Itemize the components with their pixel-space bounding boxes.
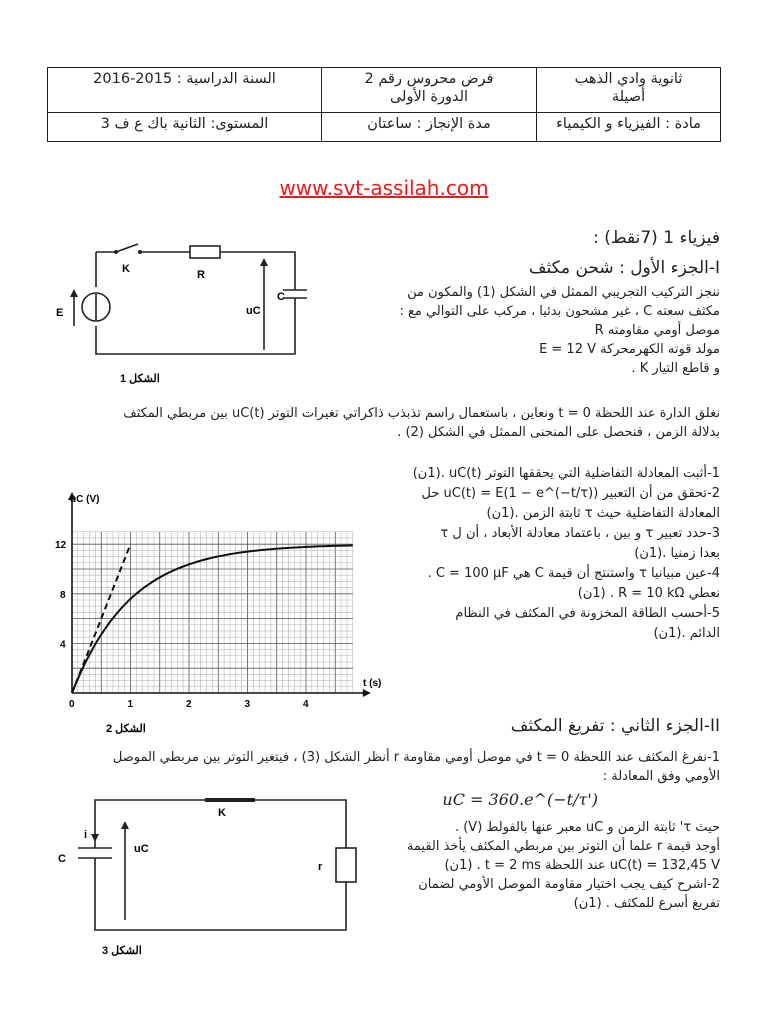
- school-year: السنة الدراسية : 2015-2016: [93, 71, 276, 87]
- exam-title: فرض محروس رقم 2: [364, 71, 494, 87]
- label-k: K: [122, 263, 130, 275]
- part1-intro: [300, 283, 720, 378]
- part1-questions: [375, 464, 720, 644]
- duration-cell: مدة الإنجاز : ساعتان: [322, 113, 537, 142]
- question-line: المعادلة التفاضلية حيث τ ثابتة الزمن .(1ن): [486, 506, 720, 521]
- site-link[interactable]: www.svt-assilah.com: [279, 176, 489, 200]
- text-line: uC(t) = 132,45 V عند اللحظة t = 2 ms . (1ن): [444, 858, 720, 873]
- subject-cell: مادة : الفيزياء و الكيمياء: [537, 113, 721, 142]
- x-axis-label: t (s): [363, 678, 382, 689]
- label-r: R: [197, 269, 205, 281]
- part2-title: II-الجزء الثاني : تفريغ المكثف: [510, 716, 720, 736]
- figure-3-circuit: [50, 790, 370, 965]
- part2-paragraph: [30, 748, 720, 786]
- text-line: أوجد قيمة r علما أن التوتر بين مربطي المكثف يأخذ القيمة: [406, 839, 720, 854]
- text-line: 2-اشرح كيف يجب اختيار مقاومة الموصل الأومي لضمان: [418, 877, 720, 892]
- intro-line: مكثف سعته C ، غير مشحون بدئيا ، مركب على التوالي مع :: [399, 304, 720, 319]
- y-tick-label: 8: [60, 589, 66, 601]
- intro-line: و قاطع التيار K .: [631, 361, 720, 376]
- header-table: [47, 67, 721, 142]
- label-e: E: [56, 307, 64, 319]
- x-axis-arrow: [363, 689, 371, 697]
- chart-axes: [68, 492, 371, 697]
- x-tick-label: 4: [303, 699, 309, 710]
- current-arrow-head: [91, 834, 99, 842]
- school-name: ثانوية وادي الذهب: [574, 71, 683, 87]
- para-line: الأومي وفق المعادلة :: [602, 769, 720, 784]
- question-line: بعدا زمنيا .(1ن): [634, 546, 720, 561]
- school-cell: [537, 68, 721, 113]
- school-city: أصيلة: [611, 89, 646, 105]
- intro-line: موصل أومي مقاومته R: [594, 323, 720, 338]
- part2-lines: [375, 818, 720, 913]
- y-tick-label: 12: [55, 540, 67, 552]
- para-line: 1-نفرغ المكثف عند اللحظة t = 0 في موصل أومي مقاومة r أنظر الشكل (3) ، فيتغير التوتر بين مربطي الموصل: [112, 750, 720, 765]
- year-cell: [48, 68, 322, 113]
- question-line: 2-تحقق من أن التعبير uC(t) = E(1 − e^(−t/τ)) حل: [421, 486, 720, 501]
- x-tick-label: 3: [244, 699, 251, 710]
- text-line: حيث τ' ثابتة الزمن و uC معبر عنها بالفولط (V) .: [454, 820, 720, 835]
- label-c: C: [58, 853, 66, 865]
- label-r: r: [318, 861, 323, 873]
- physics1-title: فيزياء 1 (7نقط) :: [593, 228, 720, 248]
- question-line: نعطي R = 10 kΩ . (1ن): [577, 586, 720, 601]
- figure-2-chart: [55, 490, 393, 740]
- figure-1-circuit: [50, 232, 320, 392]
- y-tick-label: 4: [60, 639, 66, 651]
- discharge-equation: uC = 360.e^(−t/τ'): [442, 790, 598, 809]
- para-line: نغلق الدارة عند اللحظة t = 0 ونعاين ، باستعمال راسم تذبذب ذاكراتي تغيرات التوتر uC(t) بين مربطي المكثف: [123, 406, 720, 421]
- label-c: C: [277, 291, 285, 303]
- uc-arrow-head: [260, 258, 268, 266]
- label-uc: uC: [246, 305, 261, 317]
- question-line: 4-عين مبيانيا τ واستنتج أن قيمة C هي C = 100 µF .: [427, 566, 720, 581]
- exam-cell: [322, 68, 537, 113]
- text-line: تفريغ أسرع للمكثف . (1ن): [573, 896, 720, 911]
- para-line: بدلالة الزمن ، فنحصل على المنحنى الممثل في الشكل (2) .: [397, 425, 720, 440]
- y-axis-label: uC (V): [70, 494, 100, 505]
- exam-session: الدورة الأولى: [389, 89, 469, 105]
- label-i: i: [84, 829, 88, 841]
- x-tick-label: 2: [186, 699, 192, 710]
- label-k: K: [218, 807, 226, 819]
- e-arrow-head: [70, 289, 78, 297]
- question-line: 5-أحسب الطاقة المخزونة في المكثف في النظام: [455, 606, 720, 621]
- uc-arrow-head: [121, 821, 129, 829]
- figure-1-caption: الشكل 1: [120, 373, 160, 385]
- intro-line: ننجز التركيب التجريبي الممثل في الشكل (1) والمكون من: [407, 285, 720, 300]
- part1-title: I-الجزء الأول : شحن مكثف: [528, 258, 720, 278]
- label-uc: uC: [134, 843, 149, 855]
- part1-paragraph: [40, 404, 720, 442]
- figure-2-caption: الشكل 2: [106, 723, 146, 735]
- x-tick-label: 0: [69, 699, 75, 710]
- intro-line: مولد قوته الكهرمحركة E = 12 V: [539, 342, 720, 357]
- question-line: 1-أثبت المعادلة التفاضلية التي يحققها التوتر uC(t) .(1ن): [412, 466, 720, 481]
- question-line: الدائم .(1ن): [653, 626, 720, 641]
- x-tick-label: 1: [127, 699, 134, 710]
- chart-grid: [72, 532, 353, 693]
- figure-3-caption: الشكل 3: [102, 945, 142, 957]
- level-cell: المستوى: الثانية باك ع ف 3: [48, 113, 322, 142]
- question-line: 3-حدد تعبير τ و بين ، باعتماد معادلة الأبعاد ، أن ل τ: [440, 526, 720, 541]
- switch-k: [205, 798, 255, 802]
